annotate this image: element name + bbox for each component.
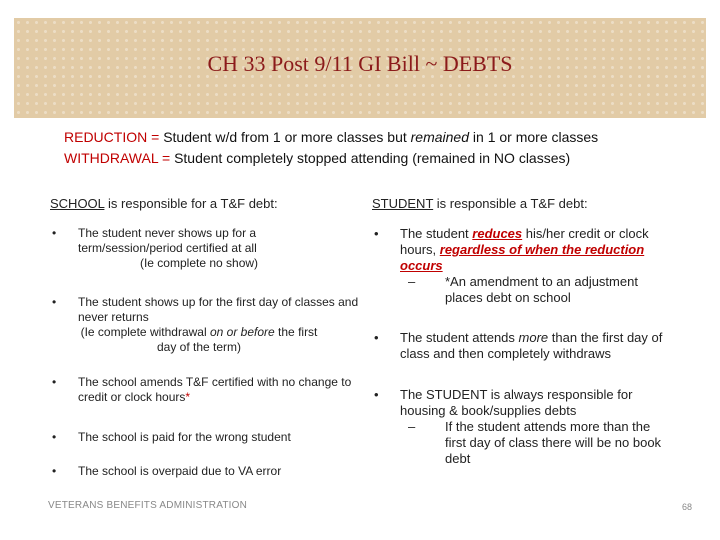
reduction-term: REDUCTION = [64, 129, 160, 145]
dash-icon: – [408, 274, 416, 289]
bullet-icon: • [52, 430, 57, 444]
reduction-text-italic: remained [410, 129, 470, 145]
school-item [50, 375, 360, 405]
withdrawal-definition [64, 148, 598, 169]
regardless-emphasis: regardless of when the reduction occurs [400, 242, 645, 273]
bullet-icon: • [52, 295, 57, 309]
school-column-heading [50, 196, 360, 211]
title-banner [14, 18, 706, 118]
student-item-text-a: The student attends [400, 330, 515, 345]
student-column [372, 196, 672, 467]
student-sub-item [400, 419, 672, 467]
reduces-emphasis: reduces [472, 226, 523, 241]
more-emphasis: more [518, 330, 549, 345]
school-item [50, 226, 360, 271]
student-item-text: The STUDENT is always responsible for housing & book/supplies debts [400, 387, 633, 418]
student-item [372, 387, 672, 467]
bullet-icon: • [374, 387, 379, 402]
school-item-text: The school is paid for the wrong student [78, 430, 291, 444]
student-item-text-a: The student [400, 226, 469, 241]
school-item-text: The school is overpaid due to VA error [78, 464, 282, 478]
school-item-note [78, 325, 360, 355]
student-heading-underlined: STUDENT [372, 196, 434, 211]
student-sub-item-text: If the student attends more than the first day of class there will be no book debt [445, 419, 662, 466]
school-item-text: The student never shows up for a term/session/period certified at all [78, 226, 257, 255]
school-item [50, 295, 360, 355]
page-title: CH 33 Post 9/11 GI Bill ~ DEBTS [207, 51, 513, 76]
bullet-icon: • [52, 464, 57, 478]
reduction-definition [64, 127, 598, 148]
bullet-icon: • [374, 226, 379, 241]
school-heading-rest: is responsible for a T&F debt: [108, 196, 278, 211]
reduction-text-b: in 1 or more classes [472, 129, 599, 145]
reduction-text-a: Student w/d from 1 or more classes but [163, 129, 407, 145]
student-item [372, 226, 672, 306]
school-column [50, 196, 360, 479]
school-item [50, 430, 360, 445]
footer-org: VETERANS BENEFITS ADMINISTRATION [48, 500, 248, 511]
school-item-note: (Ie complete no show) [139, 256, 259, 270]
note-part-a: (Ie complete withdrawal [80, 325, 207, 339]
school-item-text: The school amends T&F certified with no change to credit or clock hours [78, 375, 352, 404]
note-part-italic: on or before [209, 325, 275, 339]
student-heading-rest: is responsible a T&F debt: [436, 196, 588, 211]
dash-icon: – [408, 419, 416, 434]
student-item-text-b: than the first day of class and then completely withdraws [400, 330, 663, 361]
withdrawal-term: WITHDRAWAL = [64, 150, 171, 166]
school-item-text: The student shows up for the first day of classes and never returns [78, 295, 359, 324]
withdrawal-text: Student completely stopped attending (remained in NO classes) [174, 150, 571, 166]
student-sub-item-text: *An amendment to an adjustment places debt on school [445, 274, 638, 305]
note-part-b: the first day of the term) [156, 325, 318, 354]
school-heading-underlined: SCHOOL [50, 196, 105, 211]
student-sub-item [400, 274, 672, 306]
student-item [372, 330, 672, 362]
asterisk-mark: * [185, 390, 191, 404]
bullet-icon: • [374, 330, 379, 345]
definitions [64, 127, 598, 169]
school-item [50, 464, 360, 479]
bullet-icon: • [52, 375, 57, 389]
student-item-text-b: his/her credit or clock hours, [400, 226, 649, 257]
bullet-icon: • [52, 226, 57, 240]
student-column-heading [372, 196, 672, 211]
page-number: 68 [681, 502, 692, 512]
